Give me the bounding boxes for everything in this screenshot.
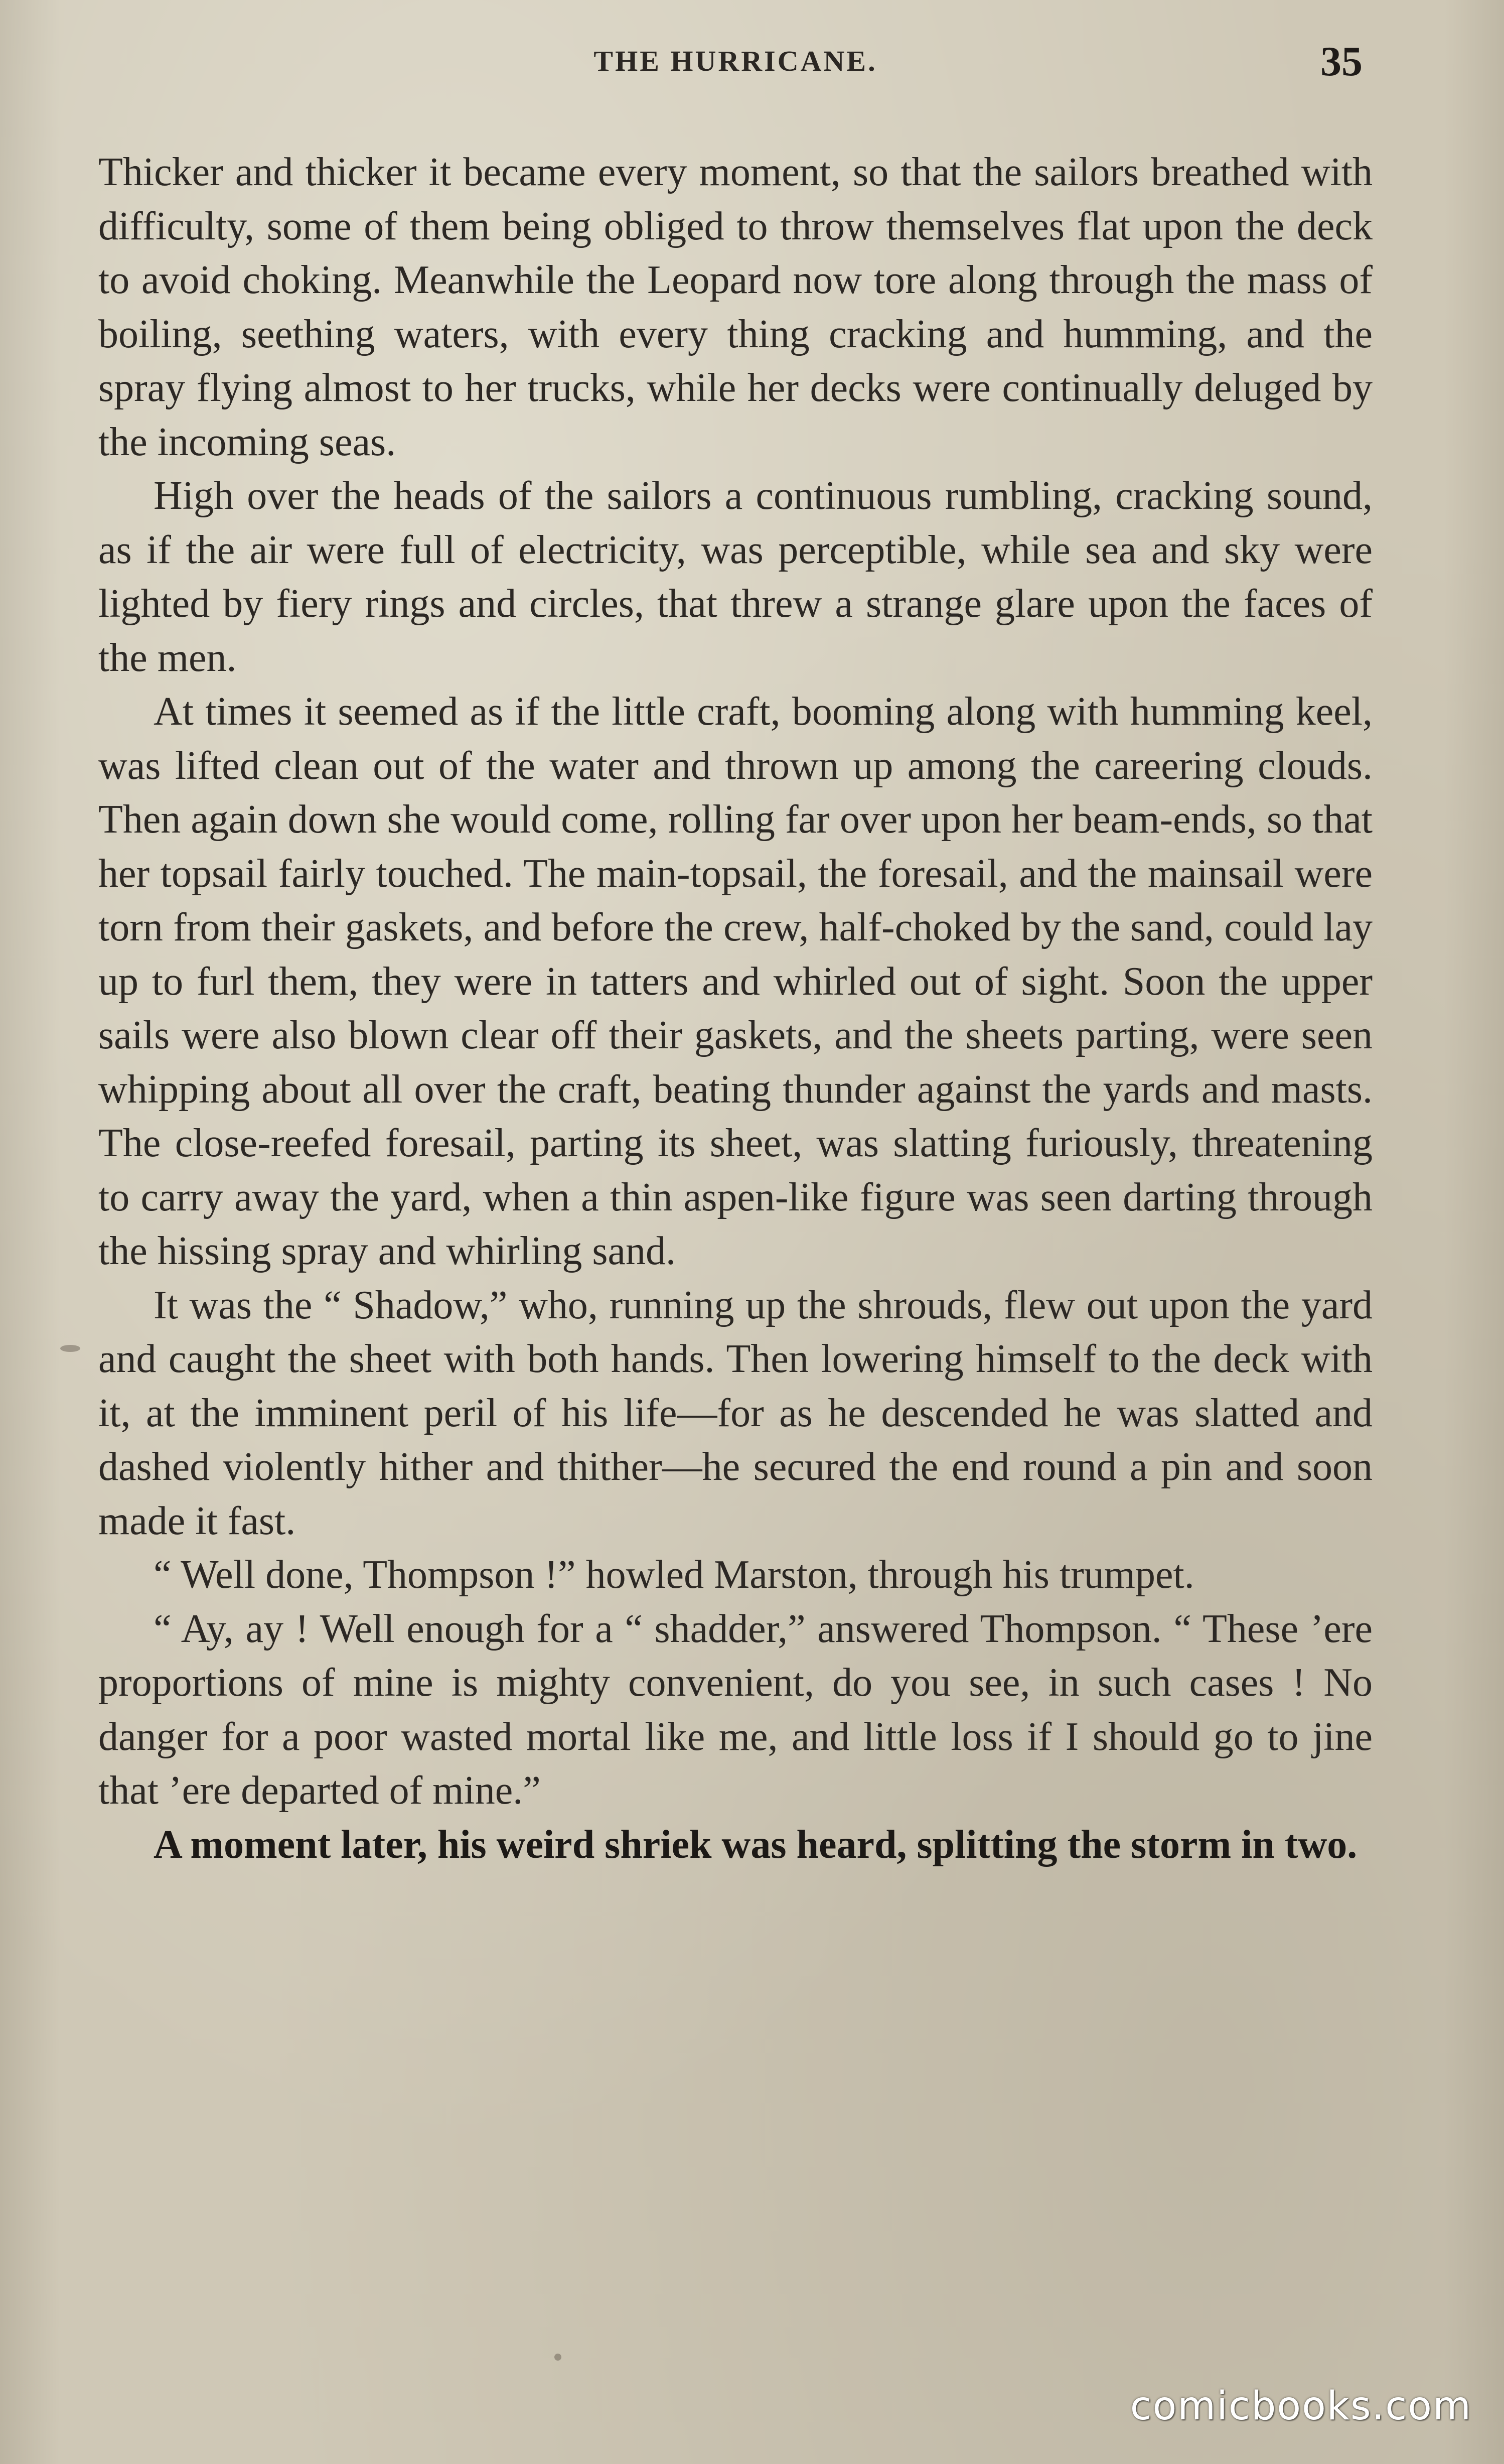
paragraph-4: It was the “ Shadow,” who, running up the shrouds, flew out upon the yard and caught the sheet with both hands. Then lowering himself to the deck with it, at the imminent peril of his life—for as he descended he was slatted and dashed violently hither and thither—he secured the end round a pin and soon made it fast. — [98, 1283, 1373, 1543]
body-text — [98, 146, 1373, 1872]
watermark: comicbooks.com — [1130, 2384, 1472, 2429]
ink-smudge — [60, 1345, 80, 1352]
paragraph-1: Thicker and thicker it became every moment, so that the sailors breathed with difficulty, some of them being obliged to throw themselves flat upon the deck to avoid choking. Meanwhile the Leopard now tore along through the mass of boiling, seething waters, with every thing cracking and humming, and the spray flying almost to her trucks, while her decks were continually deluged by the incoming seas. — [98, 150, 1373, 464]
ink-dot — [554, 2354, 561, 2361]
paragraph-3: At times it seemed as if the little craft, booming along with humming keel, was lifted clean out of the water and thrown up among the careering clouds. Then again down she would come, rolling far over upon her beam-ends, so that her topsail fairly touched. The main-topsail, the foresail, and the mainsail were torn from their gaskets, and before the crew, half-choked by the sand, could lay up to furl them, they were in tatters and whirled out of sight. Soon the upper sails were also blown clear off their gaskets, and the sheets parting, were seen whipping about all over the craft, beating thunder against the yards and masts. The close-reefed foresail, parting its sheet, was slatting furiously, threatening to carry away the yard, when a thin aspen-like figure was seen darting through the hissing spray and whirling sand. — [98, 690, 1373, 1273]
paragraph-6: “ Ay, ay ! Well enough for a “ shadder,” answered Thompson. “ These ’ere proportions of mine is mighty convenient, do you see, in such cases ! No danger for a poor wasted mortal like me, and little loss if I should go to jine that ’ere departed of mine.” — [98, 1606, 1373, 1813]
paragraph-2: High over the heads of the sailors a continuous rumbling, cracking sound, as if the air were full of electricity, was perceptible, while sea and sky were lighted by fiery rings and circles, that threw a strange glare upon the faces of the men. — [98, 474, 1373, 680]
paragraph-7: A moment later, his weird shriek was heard, splitting the storm in two. — [154, 1822, 1358, 1867]
page-header — [98, 38, 1373, 89]
running-head: THE HURRICANE. — [593, 45, 877, 77]
paragraph-5: “ Well done, Thompson !” howled Marston, through his trumpet. — [154, 1553, 1194, 1597]
page-number: 35 — [1320, 38, 1363, 85]
